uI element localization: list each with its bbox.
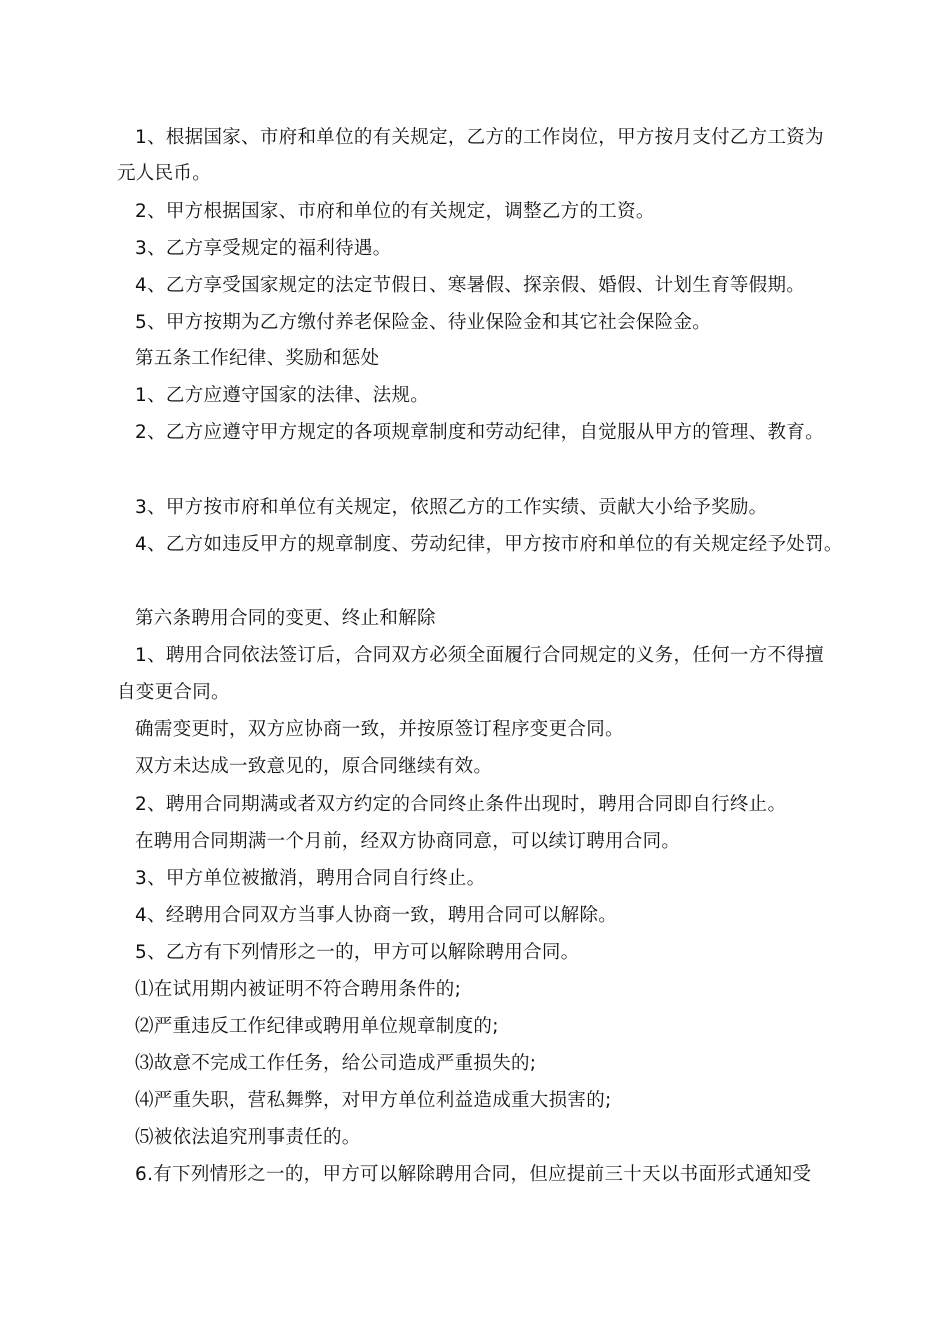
list-item: ⑸被依法追究刑事责任的。: [135, 1127, 361, 1148]
text-line: 4、乙方享受国家规定的法定节假日、寒暑假、探亲假、婚假、计划生育等假期。: [135, 275, 806, 296]
text-line: 5、甲方按期为乙方缴付养老保险金、待业保险金和其它社会保险金。: [135, 312, 712, 333]
section-heading: 第五条工作纪律、奖励和惩处: [135, 348, 380, 369]
text-line: 1、根据国家、市府和单位的有关规定，乙方的工作岗位，甲方按月支付乙方工资为: [135, 127, 824, 148]
text-line: 2、乙方应遵守甲方规定的各项规章制度和劳动纪律，自觉服从甲方的管理、教育。: [135, 422, 824, 443]
text-line: 双方未达成一致意见的，原合同继续有效。: [135, 756, 493, 777]
text-line: 5、乙方有下列情形之一的，甲方可以解除聘用合同。: [135, 942, 580, 963]
text-line: 3、甲方单位被撤消，聘用合同自行终止。: [135, 868, 486, 889]
text-line: 4、乙方如违反甲方的规章制度、劳动纪律，甲方按市府和单位的有关规定经予处罚。: [135, 534, 843, 555]
text-line: 3、乙方享受规定的福利待遇。: [135, 238, 392, 259]
list-item: ⑷严重失职，营私舞弊，对甲方单位利益造成重大损害的;: [135, 1090, 612, 1111]
text-line: 自变更合同。: [117, 682, 230, 703]
list-item: ⑴在试用期内被证明不符合聘用条件的;: [135, 979, 462, 1000]
text-line: 在聘用合同期满一个月前，经双方协商同意，可以续订聘用合同。: [135, 831, 681, 852]
text-line: 元人民币。: [117, 163, 212, 184]
section-heading: 第六条聘用合同的变更、终止和解除: [135, 608, 436, 629]
text-line: 2、聘用合同期满或者双方约定的合同终止条件出现时，聘用合同即自行终止。: [135, 794, 787, 815]
text-line: 3、甲方按市府和单位有关规定，依照乙方的工作实绩、贡献大小给予奖励。: [135, 497, 768, 518]
text-line: 4、经聘用合同双方当事人协商一致，聘用合同可以解除。: [135, 905, 618, 926]
list-item: ⑵严重违反工作纪律或聘用单位规章制度的;: [135, 1016, 499, 1037]
text-line: 1、聘用合同依法签订后，合同双方必须全面履行合同规定的义务，任何一方不得擅: [135, 645, 824, 666]
text-line: 1、乙方应遵守国家的法律、法规。: [135, 385, 430, 406]
text-line: 6.有下列情形之一的，甲方可以解除聘用合同，但应提前三十天以书面形式通知受: [135, 1164, 812, 1185]
text-line: 2、甲方根据国家、市府和单位的有关规定，调整乙方的工资。: [135, 201, 655, 222]
list-item: ⑶故意不完成工作任务，给公司造成严重损失的;: [135, 1053, 537, 1074]
text-line: 确需变更时，双方应协商一致，并按原签订程序变更合同。: [135, 719, 624, 740]
